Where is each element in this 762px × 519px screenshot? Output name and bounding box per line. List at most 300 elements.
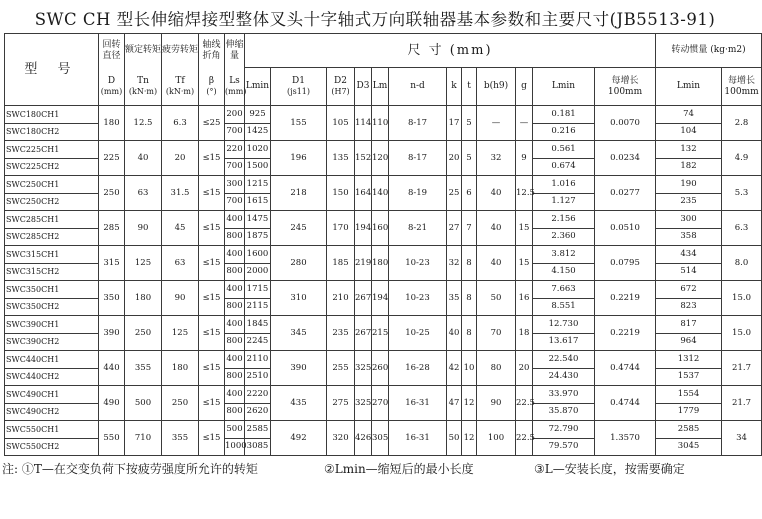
cell-tf: 125 <box>162 316 199 351</box>
cell-lmin: 1715 <box>245 281 271 299</box>
table-row <box>5 211 762 229</box>
cell-lmin: 2245 <box>245 333 271 351</box>
header-beta-unit: (°) <box>206 86 217 96</box>
cell-mass: 1779 <box>656 403 722 421</box>
model-cell: SWC440CH1 <box>5 351 99 369</box>
cell-mass: 672 <box>656 281 722 299</box>
cell-t: 12 <box>462 386 477 421</box>
cell-k: 27 <box>447 211 462 246</box>
cell-tn: 63 <box>125 176 162 211</box>
cell-b: 100 <box>477 421 516 456</box>
cell-lmin: 1215 <box>245 176 271 194</box>
cell-g: 15 <box>516 246 533 281</box>
cell-inertia: 4.150 <box>533 263 595 281</box>
cell-inertia-per: 0.4744 <box>595 386 656 421</box>
cell-d1: 245 <box>271 211 327 246</box>
cell-t: 8 <box>462 281 477 316</box>
model-cell: SWC225CH2 <box>5 158 99 176</box>
cell-tf: 6.3 <box>162 106 199 141</box>
cell-ls: 800 <box>225 368 245 386</box>
cell-mass-per: 6.3 <box>722 211 762 246</box>
header-t: t <box>462 68 477 106</box>
cell-d: 490 <box>99 386 125 421</box>
header-mass-per: 每增长 <box>728 75 756 86</box>
cell-nd: 16-31 <box>389 421 447 456</box>
cell-nd: 8-17 <box>389 141 447 176</box>
header-g: g <box>516 68 533 106</box>
cell-d1: 218 <box>271 176 327 211</box>
cell-lmin: 2000 <box>245 263 271 281</box>
cell-nd: 16-28 <box>389 351 447 386</box>
cell-mass: 132 <box>656 141 722 159</box>
cell-d1: 310 <box>271 281 327 316</box>
cell-d3: 267 <box>355 316 372 351</box>
cell-d2: 255 <box>327 351 355 386</box>
cell-lm: 140 <box>372 176 389 211</box>
header-dimensions: 尺 寸 (mm) <box>245 34 656 68</box>
cell-inertia: 8.551 <box>533 298 595 316</box>
header-inertia: 转动惯量 (kg·m2) <box>656 34 762 68</box>
cell-g: 22.5 <box>516 421 533 456</box>
cell-d2: 105 <box>327 106 355 141</box>
cell-inertia-per: 0.2219 <box>595 316 656 351</box>
cell-d: 285 <box>99 211 125 246</box>
cell-mass: 74 <box>656 106 722 124</box>
header-d2: D2 <box>334 76 347 86</box>
cell-tn: 355 <box>125 351 162 386</box>
cell-k: 20 <box>447 141 462 176</box>
cell-inertia: 72.790 <box>533 421 595 439</box>
header-tf-symbol: Tf <box>175 75 185 86</box>
cell-t: 5 <box>462 141 477 176</box>
cell-nd: 8-19 <box>389 176 447 211</box>
cell-t: 6 <box>462 176 477 211</box>
footnote-lmin: ②Lmin—缩短后的最小长度 <box>324 462 474 476</box>
cell-inertia-per: 0.2219 <box>595 281 656 316</box>
spec-table <box>4 33 762 456</box>
header-d-symbol: D <box>107 75 116 86</box>
cell-inertia: 24.430 <box>533 368 595 386</box>
cell-d: 315 <box>99 246 125 281</box>
header-mass-per-unit: 100mm <box>724 86 759 97</box>
cell-lm: 160 <box>372 211 389 246</box>
cell-inertia: 7.663 <box>533 281 595 299</box>
cell-mass-per: 8.0 <box>722 246 762 281</box>
cell-d3: 325 <box>355 351 372 386</box>
cell-ls: 700 <box>225 123 245 141</box>
header-d-unit: (mm) <box>100 86 123 96</box>
header-axis-angle: 轴线折角 <box>199 34 225 68</box>
header-nd: n-d <box>389 68 447 106</box>
cell-ls: 400 <box>225 386 245 404</box>
header-inertia-lmin: Lmin <box>533 68 595 106</box>
cell-k: 47 <box>447 386 462 421</box>
model-cell: SWC315CH2 <box>5 263 99 281</box>
model-cell: SWC350CH2 <box>5 298 99 316</box>
cell-d3: 114 <box>355 106 372 141</box>
cell-g: 16 <box>516 281 533 316</box>
cell-lmin: 1500 <box>245 158 271 176</box>
cell-inertia: 0.216 <box>533 123 595 141</box>
cell-inertia: 2.360 <box>533 228 595 246</box>
cell-lm: 120 <box>372 141 389 176</box>
cell-inertia: 0.181 <box>533 106 595 124</box>
cell-d3: 152 <box>355 141 372 176</box>
cell-ls: 1000 <box>225 438 245 456</box>
cell-ls: 500 <box>225 421 245 439</box>
cell-ls: 800 <box>225 333 245 351</box>
model-cell: SWC315CH1 <box>5 246 99 264</box>
footnote <box>2 459 748 475</box>
cell-t: 8 <box>462 246 477 281</box>
cell-beta: ≤15 <box>199 386 225 421</box>
cell-mass: 2585 <box>656 421 722 439</box>
cell-d3: 325 <box>355 386 372 421</box>
cell-b: 90 <box>477 386 516 421</box>
cell-beta: ≤15 <box>199 211 225 246</box>
cell-ls: 400 <box>225 211 245 229</box>
cell-ls: 700 <box>225 193 245 211</box>
cell-d3: 426 <box>355 421 372 456</box>
cell-t: 12 <box>462 421 477 456</box>
cell-inertia-per: 0.0070 <box>595 106 656 141</box>
table-row <box>5 316 762 334</box>
cell-d2: 235 <box>327 316 355 351</box>
table-row <box>5 386 762 404</box>
cell-lmin: 1875 <box>245 228 271 246</box>
table-row <box>5 106 762 124</box>
table-row <box>5 141 762 159</box>
cell-tn: 500 <box>125 386 162 421</box>
cell-tf: 63 <box>162 246 199 281</box>
cell-ls: 800 <box>225 403 245 421</box>
cell-tf: 20 <box>162 141 199 176</box>
cell-t: 10 <box>462 351 477 386</box>
cell-lmin: 3085 <box>245 438 271 456</box>
header-tf-unit: (kN·m) <box>165 86 195 96</box>
cell-beta: ≤15 <box>199 421 225 456</box>
header-tn-symbol: Tn <box>137 75 149 86</box>
table-title: SWC CH 型长伸缩焊接型整体叉头十字轴式万向联轴器基本参数和主要尺寸(JB5513-91) <box>34 10 716 29</box>
cell-mass: 182 <box>656 158 722 176</box>
header-lm: Lm <box>372 68 389 106</box>
cell-tn: 250 <box>125 316 162 351</box>
cell-d: 350 <box>99 281 125 316</box>
cell-d1: 435 <box>271 386 327 421</box>
header-inertia-per-unit: 100mm <box>607 86 643 97</box>
cell-beta: ≤25 <box>199 106 225 141</box>
cell-inertia: 2.156 <box>533 211 595 229</box>
cell-ls: 800 <box>225 228 245 246</box>
cell-lmin: 2115 <box>245 298 271 316</box>
cell-d: 390 <box>99 316 125 351</box>
cell-d2: 185 <box>327 246 355 281</box>
cell-mass: 823 <box>656 298 722 316</box>
cell-nd: 16-31 <box>389 386 447 421</box>
cell-inertia: 1.127 <box>533 193 595 211</box>
cell-d1: 280 <box>271 246 327 281</box>
cell-lmin: 1600 <box>245 246 271 264</box>
cell-b: 40 <box>477 246 516 281</box>
model-cell: SWC285CH2 <box>5 228 99 246</box>
cell-d2: 275 <box>327 386 355 421</box>
cell-d3: 267 <box>355 281 372 316</box>
cell-g: 12.5 <box>516 176 533 211</box>
cell-mass-per: 5.3 <box>722 176 762 211</box>
model-cell: SWC440CH2 <box>5 368 99 386</box>
cell-beta: ≤15 <box>199 176 225 211</box>
cell-mass: 434 <box>656 246 722 264</box>
table-row <box>5 281 762 299</box>
cell-g: 9 <box>516 141 533 176</box>
cell-lm: 305 <box>372 421 389 456</box>
cell-ls: 400 <box>225 351 245 369</box>
cell-lmin: 1020 <box>245 141 271 159</box>
header-fatigue-torque: 疲劳转矩 <box>162 34 199 68</box>
model-cell: SWC390CH2 <box>5 333 99 351</box>
model-cell: SWC250CH1 <box>5 176 99 194</box>
model-cell: SWC550CH2 <box>5 438 99 456</box>
cell-tf: 355 <box>162 421 199 456</box>
header-diameter: 回转直径 <box>99 34 125 68</box>
table-row <box>5 246 762 264</box>
cell-k: 17 <box>447 106 462 141</box>
model-cell: SWC225CH1 <box>5 141 99 159</box>
cell-beta: ≤15 <box>199 246 225 281</box>
cell-ls: 800 <box>225 263 245 281</box>
model-cell: SWC550CH1 <box>5 421 99 439</box>
cell-tf: 31.5 <box>162 176 199 211</box>
model-cell: SWC180CH1 <box>5 106 99 124</box>
cell-ls: 200 <box>225 106 245 124</box>
cell-lmin: 2620 <box>245 403 271 421</box>
cell-ls: 700 <box>225 158 245 176</box>
cell-b: 80 <box>477 351 516 386</box>
cell-lmin: 2510 <box>245 368 271 386</box>
cell-inertia-per: 0.0510 <box>595 211 656 246</box>
header-lmin: Lmin <box>245 68 271 106</box>
cell-ls: 300 <box>225 176 245 194</box>
footnote-torque: 注: ①T—在交变负荷下按疲劳强度所允许的转矩 <box>2 462 258 476</box>
cell-k: 35 <box>447 281 462 316</box>
cell-lmin: 1615 <box>245 193 271 211</box>
cell-mass: 964 <box>656 333 722 351</box>
cell-mass: 358 <box>656 228 722 246</box>
cell-g: 18 <box>516 316 533 351</box>
cell-lmin: 1845 <box>245 316 271 334</box>
cell-t: 5 <box>462 106 477 141</box>
cell-mass: 104 <box>656 123 722 141</box>
cell-inertia: 0.561 <box>533 141 595 159</box>
header-model: 型 号 <box>5 34 99 106</box>
cell-beta: ≤15 <box>199 281 225 316</box>
cell-lmin: 2220 <box>245 386 271 404</box>
cell-inertia-per: 0.0277 <box>595 176 656 211</box>
cell-lm: 194 <box>372 281 389 316</box>
cell-lm: 180 <box>372 246 389 281</box>
cell-tf: 180 <box>162 351 199 386</box>
cell-mass: 235 <box>656 193 722 211</box>
header-telescopic: 伸缩量 <box>225 34 245 68</box>
cell-lmin: 1425 <box>245 123 271 141</box>
cell-mass: 300 <box>656 211 722 229</box>
cell-t: 8 <box>462 316 477 351</box>
cell-k: 50 <box>447 421 462 456</box>
cell-d: 250 <box>99 176 125 211</box>
cell-d: 550 <box>99 421 125 456</box>
cell-mass: 3045 <box>656 438 722 456</box>
cell-tn: 40 <box>125 141 162 176</box>
table-row <box>5 176 762 194</box>
header-d1: D1 <box>292 76 305 86</box>
cell-d3: 194 <box>355 211 372 246</box>
cell-k: 42 <box>447 351 462 386</box>
cell-tn: 710 <box>125 421 162 456</box>
cell-mass-per: 4.9 <box>722 141 762 176</box>
cell-d2: 170 <box>327 211 355 246</box>
cell-g: 15 <box>516 211 533 246</box>
header-mass-lmin: Lmin <box>656 68 722 106</box>
cell-lmin: 2585 <box>245 421 271 439</box>
cell-d2: 210 <box>327 281 355 316</box>
cell-tn: 180 <box>125 281 162 316</box>
model-cell: SWC490CH2 <box>5 403 99 421</box>
cell-g: 20 <box>516 351 533 386</box>
cell-d1: 492 <box>271 421 327 456</box>
cell-ls: 220 <box>225 141 245 159</box>
cell-lm: 270 <box>372 386 389 421</box>
cell-d1: 345 <box>271 316 327 351</box>
cell-inertia: 22.540 <box>533 351 595 369</box>
cell-g: 22.5 <box>516 386 533 421</box>
header-d3: D3 <box>355 68 372 106</box>
cell-inertia: 0.674 <box>533 158 595 176</box>
cell-tf: 90 <box>162 281 199 316</box>
cell-d1: 196 <box>271 141 327 176</box>
cell-lmin: 2110 <box>245 351 271 369</box>
header-beta-symbol: β <box>208 75 215 86</box>
cell-k: 32 <box>447 246 462 281</box>
cell-mass: 190 <box>656 176 722 194</box>
cell-d: 440 <box>99 351 125 386</box>
cell-b: 40 <box>477 176 516 211</box>
header-d1-tol: (js11) <box>286 87 310 96</box>
cell-d1: 390 <box>271 351 327 386</box>
cell-mass-per: 21.7 <box>722 351 762 386</box>
header-k: k <box>447 68 462 106</box>
header-inertia-per: 每增长 <box>611 75 639 86</box>
cell-mass: 1537 <box>656 368 722 386</box>
cell-mass: 1312 <box>656 351 722 369</box>
cell-tn: 125 <box>125 246 162 281</box>
cell-inertia: 79.570 <box>533 438 595 456</box>
cell-nd: 8-17 <box>389 106 447 141</box>
model-cell: SWC350CH1 <box>5 281 99 299</box>
cell-inertia-per: 0.4744 <box>595 351 656 386</box>
cell-inertia: 35.870 <box>533 403 595 421</box>
cell-mass-per: 15.0 <box>722 316 762 351</box>
cell-mass-per: 21.7 <box>722 386 762 421</box>
cell-mass: 1554 <box>656 386 722 404</box>
cell-k: 40 <box>447 316 462 351</box>
cell-b: 40 <box>477 211 516 246</box>
cell-inertia-per: 0.0234 <box>595 141 656 176</box>
cell-mass-per: 34 <box>722 421 762 456</box>
cell-beta: ≤15 <box>199 316 225 351</box>
footnote-install-length: ③L—安装长度，按需要确定 <box>534 462 685 476</box>
table-row <box>5 421 762 439</box>
header-ls-unit: (mm) <box>225 86 247 96</box>
model-cell: SWC490CH1 <box>5 386 99 404</box>
cell-d3: 219 <box>355 246 372 281</box>
cell-mass: 817 <box>656 316 722 334</box>
header-d2-tol: (H7) <box>331 87 350 96</box>
model-cell: SWC180CH2 <box>5 123 99 141</box>
cell-b: 32 <box>477 141 516 176</box>
cell-tf: 250 <box>162 386 199 421</box>
cell-inertia: 1.016 <box>533 176 595 194</box>
cell-b: — <box>477 106 516 141</box>
cell-b: 70 <box>477 316 516 351</box>
cell-d2: 320 <box>327 421 355 456</box>
cell-nd: 8-21 <box>389 211 447 246</box>
cell-nd: 10-23 <box>389 246 447 281</box>
cell-ls: 400 <box>225 281 245 299</box>
cell-lm: 260 <box>372 351 389 386</box>
cell-lmin: 925 <box>245 106 271 124</box>
model-cell: SWC250CH2 <box>5 193 99 211</box>
header-ls-symbol: Ls <box>229 75 240 86</box>
cell-beta: ≤15 <box>199 351 225 386</box>
header-tn-unit: (kN·m) <box>128 86 158 96</box>
model-cell: SWC285CH1 <box>5 211 99 229</box>
cell-tf: 45 <box>162 211 199 246</box>
header-rated-torque: 额定转矩 <box>125 34 162 68</box>
cell-k: 25 <box>447 176 462 211</box>
cell-beta: ≤15 <box>199 141 225 176</box>
table-row <box>5 351 762 369</box>
cell-ls: 800 <box>225 298 245 316</box>
cell-ls: 400 <box>225 316 245 334</box>
cell-d: 180 <box>99 106 125 141</box>
cell-tn: 12.5 <box>125 106 162 141</box>
cell-inertia-per: 0.0795 <box>595 246 656 281</box>
cell-nd: 10-25 <box>389 316 447 351</box>
cell-lmin: 1475 <box>245 211 271 229</box>
cell-tn: 90 <box>125 211 162 246</box>
cell-inertia: 13.617 <box>533 333 595 351</box>
cell-d: 225 <box>99 141 125 176</box>
cell-d1: 155 <box>271 106 327 141</box>
model-cell: SWC390CH1 <box>5 316 99 334</box>
cell-ls: 400 <box>225 246 245 264</box>
cell-nd: 10-23 <box>389 281 447 316</box>
cell-mass-per: 2.8 <box>722 106 762 141</box>
cell-inertia: 12.730 <box>533 316 595 334</box>
cell-inertia: 3.812 <box>533 246 595 264</box>
cell-d2: 135 <box>327 141 355 176</box>
cell-inertia: 33.970 <box>533 386 595 404</box>
cell-d2: 150 <box>327 176 355 211</box>
cell-b: 50 <box>477 281 516 316</box>
header-b: b(h9) <box>477 68 516 106</box>
cell-mass: 514 <box>656 263 722 281</box>
cell-inertia-per: 1.3570 <box>595 421 656 456</box>
cell-d3: 164 <box>355 176 372 211</box>
cell-mass-per: 15.0 <box>722 281 762 316</box>
cell-lm: 215 <box>372 316 389 351</box>
cell-t: 7 <box>462 211 477 246</box>
